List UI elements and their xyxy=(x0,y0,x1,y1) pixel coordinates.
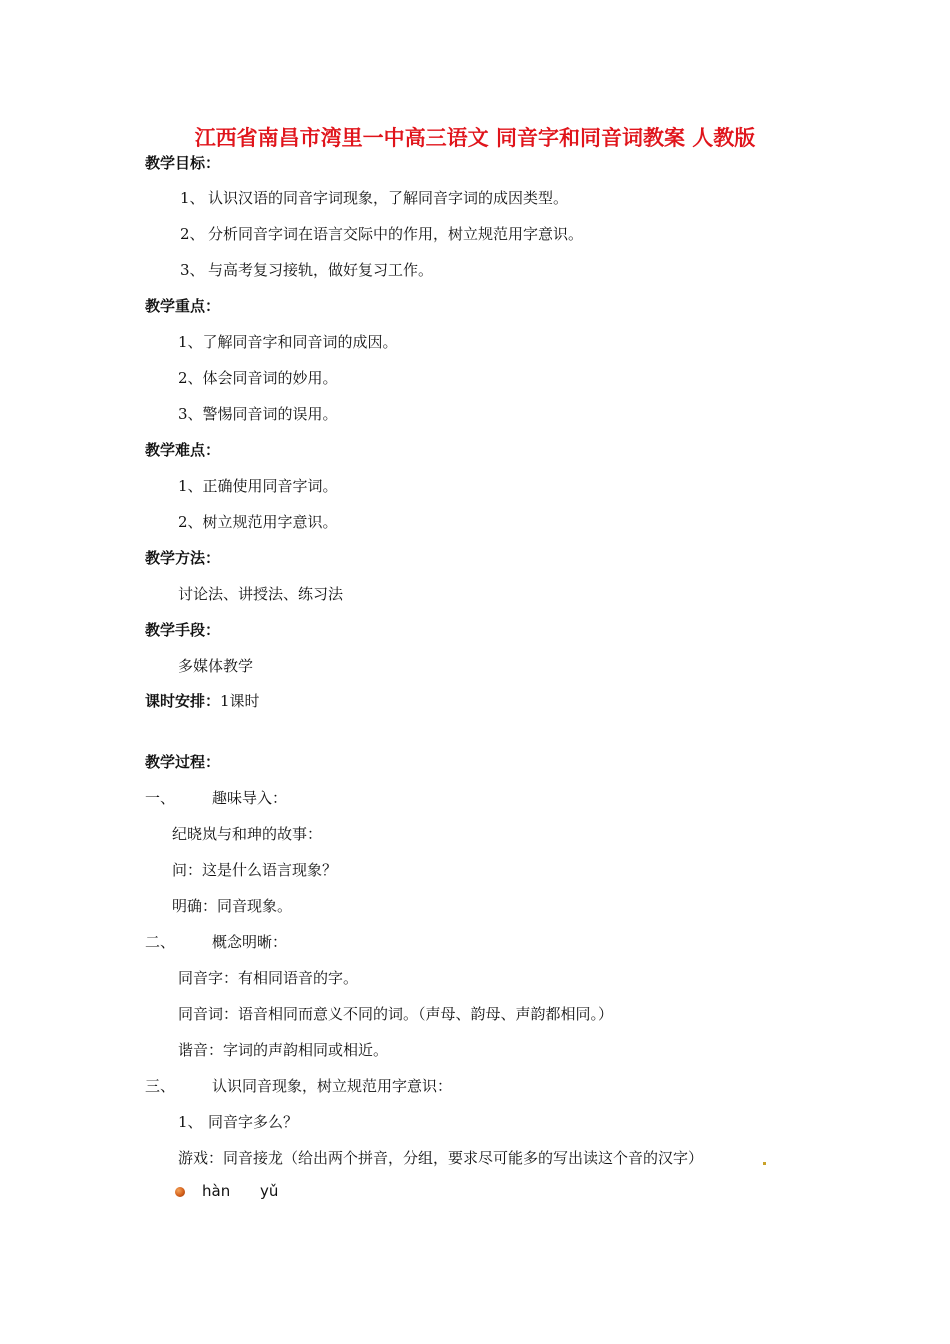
schedule-line xyxy=(145,691,260,711)
goal-item-2 xyxy=(180,224,583,244)
step2-title: 概念明晰： xyxy=(212,933,288,951)
difficulty-item-1: 1、正确使用同音字词。 xyxy=(178,477,338,495)
difficulties-heading: 教学难点： xyxy=(145,441,221,459)
bullet-icon xyxy=(175,1187,185,1197)
goal-item-3 xyxy=(180,260,433,280)
step1-title: 趣味导入： xyxy=(212,789,288,807)
process-heading: 教学过程： xyxy=(145,753,221,771)
means-heading: 教学手段： xyxy=(145,621,221,639)
goal-item-2-num: 2、 xyxy=(180,225,205,243)
keypoint-item-1: 1、了解同音字和同音词的成因。 xyxy=(178,333,398,351)
step2-line-3: 谐音：字词的声韵相同或相近。 xyxy=(178,1041,389,1059)
step1-line-3: 明确：同音现象。 xyxy=(172,897,293,915)
pinyin-2: yǔ xyxy=(260,1182,279,1200)
document-title: 江西省南昌市湾里一中高三语文 同音字和同音词教案 人教版 xyxy=(194,125,756,150)
goal-item-3-text: 与高考复习接轨，做好复习工作。 xyxy=(208,261,434,279)
goal-item-1 xyxy=(180,188,568,208)
schedule-heading: 课时安排： xyxy=(145,692,221,710)
methods-heading: 教学方法： xyxy=(145,549,221,567)
step3-title: 认识同音现象，树立规范用字意识： xyxy=(212,1077,453,1095)
step1-heading xyxy=(145,788,287,808)
keypoint-item-3: 3、警惕同音词的误用。 xyxy=(178,405,338,423)
step3-game: 游戏：同音接龙（给出两个拼音，分组，要求尽可能多的写出读这个音的汉字） xyxy=(178,1149,704,1167)
goal-item-1-text: 认识汉语的同音字词现象，了解同音字词的成因类型。 xyxy=(208,189,569,207)
step2-line-1: 同音字：有相同语音的字。 xyxy=(178,969,359,987)
step3-sub-num: 1、 xyxy=(178,1113,203,1131)
step2-line-2: 同音词：语音相同而意义不同的词。（声母、韵母、声韵都相同。） xyxy=(178,1005,614,1023)
keypoint-item-2: 2、体会同音词的妙用。 xyxy=(178,369,338,387)
step1-num: 一、 xyxy=(145,789,176,807)
decorative-dot xyxy=(763,1162,766,1165)
step3-sub-item xyxy=(178,1112,298,1132)
goal-item-2-text: 分析同音字词在语言交际中的作用，树立规范用字意识。 xyxy=(208,225,584,243)
keypoints-heading: 教学重点： xyxy=(145,297,221,315)
means-text: 多媒体教学 xyxy=(178,657,254,675)
step2-num: 二、 xyxy=(145,933,176,951)
methods-text: 讨论法、讲授法、练习法 xyxy=(178,585,344,603)
step3-sub-text: 同音字多么？ xyxy=(208,1113,299,1131)
schedule-text: 1课时 xyxy=(220,692,260,710)
goal-item-3-num: 3、 xyxy=(180,261,205,279)
pinyin-1: hàn xyxy=(202,1182,231,1200)
goal-item-1-num: 1、 xyxy=(180,189,205,207)
difficulty-item-2: 2、树立规范用字意识。 xyxy=(178,513,338,531)
step2-heading xyxy=(145,932,287,952)
step3-heading xyxy=(145,1076,452,1096)
step1-line-1: 纪晓岚与和珅的故事： xyxy=(172,825,323,843)
goals-heading: 教学目标： xyxy=(145,154,221,172)
step3-num: 三、 xyxy=(145,1077,176,1095)
step1-line-2: 问：这是什么语言现象？ xyxy=(172,861,338,879)
